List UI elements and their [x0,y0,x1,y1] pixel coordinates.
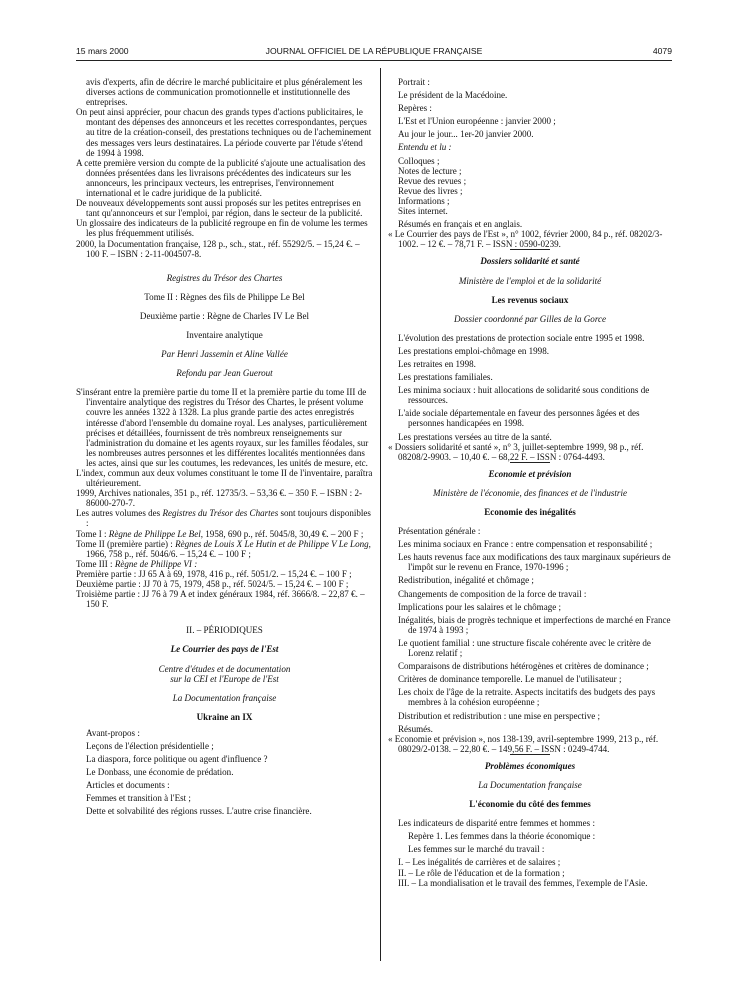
toc-item: Sites internet. [398,206,448,217]
toc-item: Les hauts revenus face aux modifications des taux marginaux supérieurs de l'impôt sur le revenu en France, 1970-1996 ; [398,552,671,573]
toc-item: Les femmes sur le marché du travail : [408,844,545,855]
reference: 2000, la Documentation française, 128 p., sch., stat., réf. 55292/5. – 15,24 €. – 100 F. – ISBN : 2-11-004507-8. [76,238,360,259]
table-of-contents [388,77,672,229]
reference: 1999, Archives nationales, 351 p., réf. 12735/3. – 53,36 €. – 350 F. – ISBN : 2-86000-270-7. [76,488,362,509]
authors: Dossier coordonné par Gilles de la Gorce [453,313,607,324]
toc-item: Colloques ; [398,155,440,166]
section-heading: II. – PÉRIODIQUES [186,625,263,636]
toc-item: Portrait : [398,77,430,87]
subtitle: Deuxième partie : Règne de Charles IV Le Bel [139,310,310,321]
paragraph: Un glossaire des indicateurs de la publicité regroupe en fin de volume les termes les plus fréquemment utilisés. [76,218,368,239]
issue-title: Les revenus sociaux [491,294,569,305]
toc-item: III. – La mondialisation et le travail des femmes, l'exemple de l'Asie. [398,877,648,888]
separator-rule [510,462,550,463]
toc-item: Revue des revues ; [398,175,467,186]
toc-item: Les minima sociaux : huit allocations de solidarité sous conditions de ressources. [398,385,650,406]
toc-item: Les prestations versées au titre de la santé. [398,431,552,442]
column-divider [380,68,381,961]
toc-item: I. – Les inégalités de carrières et de salaires ; [398,857,561,868]
table-of-contents [388,333,672,442]
volume-entry: Deuxième partie : JJ 70 à 75, 1979, 458 p., réf. 5024/5. – 15,24 €. – 100 F ; [76,579,349,590]
reference: « Le Courrier des pays de l'Est », n° 1002, février 2000, 84 p., réf. 08202/3-1002. – 12 €. – 78,71 F. – ISSN : 0590-0239. [388,229,663,250]
issue-title: Ukraine an IX [196,711,253,722]
toc-item: Distribution et redistribution : une mise en perspective ; [398,710,601,721]
publisher: La Documentation française [172,692,277,703]
authors: Par Henri Jassemin et Aline Vallée [161,349,288,360]
toc-item: Redistribution, inégalité et chômage ; [398,575,534,586]
publisher: Ministère de l'économie, des finances et de l'industrie [433,487,627,498]
issue-title: L'économie du côté des femmes [469,799,591,810]
toc-item: Le quotient familial : une structure fiscale cohérente avec le critère de Lorenz relatif ; [398,637,651,659]
toc-item: Au jour le jour... 1er-20 janvier 2000. [398,129,534,140]
journal-title: JOURNAL OFFICIEL DE LA RÉPUBLIQUE FRANÇAISE [265,46,483,56]
reference: « Dossiers solidarité et santé », n° 3, juillet-septembre 1999, 98 p., réf. 08208/2-9903. – 10,40 €. – 68,22 F. – ISSN : 0764-4493. [388,441,644,462]
toc-item: Critères de dominance temporelle. Le manuel de l'utilisateur ; [398,674,622,685]
table-of-contents [388,526,672,734]
section-title: Registres du Trésor des Chartes [166,272,283,283]
toc-item: Les minima sociaux en France : entre compensation et responsabilité ; [398,539,653,550]
periodical-title: Dossiers solidarité et santé [480,256,580,267]
paragraph: S'insérant entre la première partie du tome II et la première partie du tome III de l'inventaire analytique des registres du Trésor des Chartes, le présent volume couvre les années 1322 à 1328. La plus grande partie des actes enregistrés intéresse d'abord l'ensemble du domaine royal. Les analyses, particulièrement précises et détaillées, fournissent de très nombreux renseignements sur l'administration du domaine et les agents royaux, sur les familles féodales, sur les nombreuses autres personnes et les différentes localités mentionnées dans les actes, ainsi que sur les coutumes, les redevances, les unités de mesure, etc. [76,387,369,468]
toc-heading: Entendu et lu : [398,142,452,153]
toc-item: L'aide sociale départementale en faveur des personnes âgées et des personnes handicapées en 1998. [398,408,640,429]
toc-item: Le Donbass, une économie de prédation. [86,767,234,778]
volume-entry: Troisième partie : JJ 76 à 79 A et index généraux 1984, réf. 3666/8. – 22,87 €. – 150 F. [76,589,365,610]
table-of-contents [76,728,373,817]
right-column [388,77,672,888]
page-header [76,44,672,61]
paragraph: Les autres volumes des Registres du Trésor des Chartes sont toujours disponibles : [76,508,371,529]
volume-entry: Tome III : Règne de Philippe VI : [76,558,198,569]
toc-item: Inégalités, biais de progrès technique et imperfections de marché en France de 1974 à 1993 ; [398,614,671,635]
table-of-contents [388,818,672,888]
toc-item: Les choix de l'âge de la retraite. Aspects incitatifs des budgets des pays membres à la cohésion européenne ; [398,687,656,708]
periodical-title: Le Courrier des pays de l'Est [170,644,279,655]
periodical-title: Problèmes économiques [484,760,576,771]
toc-item: Les retraites en 1998. [398,358,476,369]
authors: Refondu par Jean Guerout [176,368,273,379]
toc-item: II. – Le rôle de l'éducation et de la formation ; [398,867,565,878]
reference: « Economie et prévision », nos 138-139, avril-septembre 1999, 213 p., réf. 08029/2-0138. – 22,80 €. – 149,56 F. – ISSN : 0249-4744. [388,733,659,754]
paragraph: L'index, commun aux deux volumes constituant le tome II de l'inventaire, paraîtra ultérieurement. [76,468,373,489]
separator-rule [510,754,550,755]
periodical-title: Economie et prévision [488,468,572,479]
toc-item: L'Est et l'Union européenne : janvier 2000 ; [398,116,556,127]
page-number: 4079 [652,46,672,56]
toc-item: Leçons de l'élection présidentielle ; [86,740,214,751]
toc-item: Dette et solvabilité des régions russes. L'autre crise financière. [86,806,312,817]
toc-item: Articles et documents : [86,780,170,791]
toc-item: Comparaisons de distributions hétérogènes et critères de dominance ; [398,661,649,672]
volume-entry: Tome I : Règne de Philippe Le Bel, 1958, 690 p., réf. 5045/8, 30,49 €. – 200 F ; [76,528,364,539]
publisher: La Documentation française [478,779,582,790]
volume-entry: Première partie : JJ 65 A à 69, 1978, 416 p., réf. 5051/2. – 15,24 €. – 100 F ; [76,568,352,579]
issue-date: 15 mars 2000 [76,46,129,56]
paragraph: De nouveaux développements sont aussi proposés sur les petites entreprises en tant qu'annonceurs et sur l'emploi, par région, dans le secteur de la publicité. [76,198,363,219]
toc-item: Femmes et transition à l'Est ; [86,793,191,804]
issue-title: Economie des inégalités [484,507,576,517]
toc-item: Résumés en français et en anglais. [398,219,523,230]
toc-item: Résumés. [398,723,433,734]
paragraph: avis d'experts, afin de décrire le marché publicitaire et plus généralement les diverses actions de communication promotionnelle et institutionnelle des entreprises. [86,77,363,108]
separator-rule [510,249,550,250]
toc-item: Le président de la Macédoine. [398,90,508,101]
toc-item: Les indicateurs de disparité entre femmes et hommes : [398,818,595,829]
paragraph: On peut ainsi apprécier, pour chacun des grands types d'actions publicitaires, le montant des dépenses des annonceurs et les recettes correspondantes, perçues au titre de la création-conseil, des prestations techniques ou de l'acheminement des messages vers leurs destinataires. La période couverte par l'étude s'étend de 1994 à 1998. [76,107,372,158]
volume-entry: Tome II (première partie) : Règnes de Louis X Le Hutin et de Philippe V Le Long, 1966, 758 p., réf. 5046/6. – 15,24 €. – 100 F ; [76,538,371,559]
toc-item: Les prestations emploi-chômage en 1998. [398,345,549,356]
toc-item: Revue des livres ; [398,185,463,196]
toc-item: La diaspora, force politique ou agent d'influence ? [86,754,268,765]
left-column [76,77,373,817]
publisher: Ministère de l'emploi et de la solidarité [458,275,602,286]
toc-item: Implications pour les salaires et le chômage ; [398,601,562,612]
subtitle: Tome II : Règnes des fils de Philippe Le Bel [144,291,305,302]
toc-item: Notes de lecture ; [398,165,462,176]
subtitle: Inventaire analytique [186,329,263,340]
toc-item: Informations ; [398,195,450,206]
toc-item: Présentation générale : [398,526,481,537]
toc-item: Repères : [398,103,432,114]
toc-item: Les prestations familiales. [398,372,493,383]
toc-item: L'évolution des prestations de protection sociale entre 1995 et 1998. [398,332,645,343]
toc-item: Avant-propos : [86,727,140,738]
toc-item: Changements de composition de la force de travail : [398,588,587,599]
publisher-line: Centre d'études et de documentation [158,663,291,674]
publisher-line: sur la CEI et l'Europe de l'Est [170,673,279,684]
toc-item: Repère 1. Les femmes dans la théorie économique : [408,831,596,842]
paragraph: A cette première version du compte de la publicité s'ajoute une actualisation des données présentées dans les livraisons précédentes des indicateurs sur les annonceurs, les principaux vecteurs, les entreprises, l'environnement international et le cadre juridique de la publicité. [76,157,366,199]
